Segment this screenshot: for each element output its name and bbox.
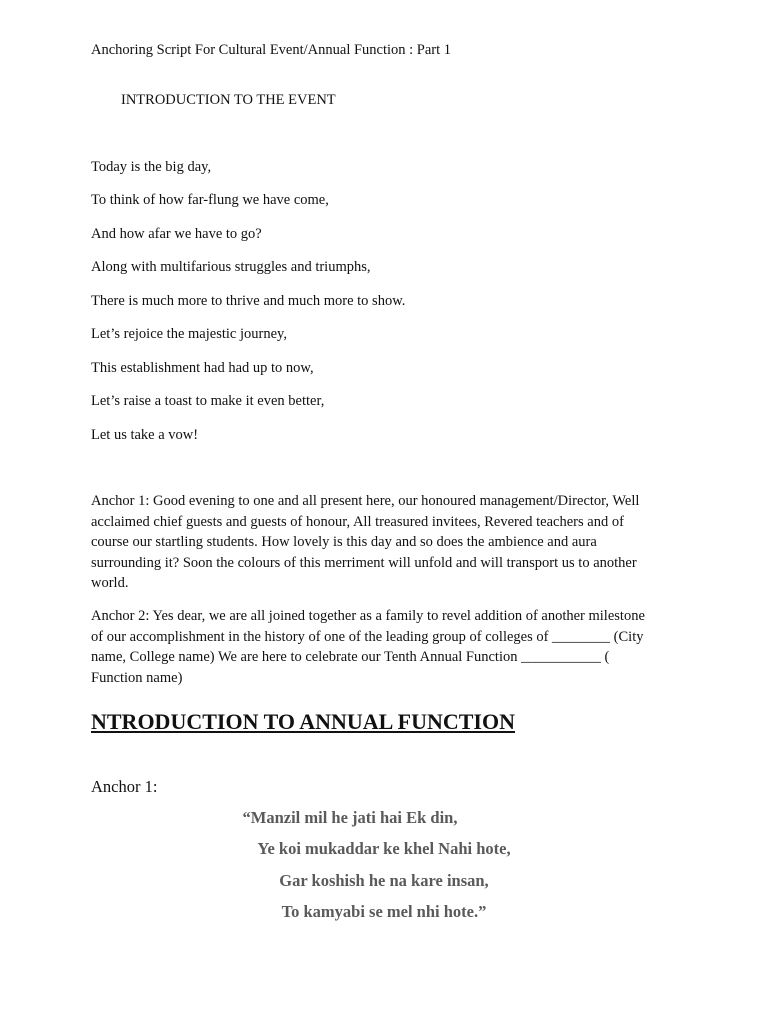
verse-line: There is much more to thrive and much more to show. — [91, 293, 406, 309]
poem-line: Gar koshish he na kare insan, — [279, 871, 489, 890]
anchor2-paragraph: Anchor 2: Yes dear, we are all joined together as a family to revel addition of another milestone of our accomplishment in the history of one of the leading group of colleges of ________ (City name, College name) We are here to celebrate our Tenth Annual Function ___________ ( Function name) — [91, 608, 645, 686]
verse-line: Let’s raise a toast to make it even better, — [91, 393, 325, 409]
verse-line: Let us take a vow! — [91, 427, 199, 443]
annual-function-heading: NTRODUCTION TO ANNUAL FUNCTION — [91, 709, 515, 734]
verse-line: Let’s rejoice the majestic journey, — [91, 326, 287, 342]
verse-line: This establishment had had up to now, — [91, 360, 314, 376]
poem-line: Ye koi mukaddar ke khel Nahi hote, — [257, 839, 511, 858]
poem-line: To kamyabi se mel nhi hote.” — [281, 902, 487, 921]
poem-line: “Manzil mil he jati hai Ek din, — [242, 808, 458, 827]
intro-heading: INTRODUCTION TO THE EVENT — [121, 92, 336, 108]
verse-line: Along with multifarious struggles and triumphs, — [91, 259, 371, 275]
document-header: Anchoring Script For Cultural Event/Annual Function : Part 1 — [91, 42, 452, 58]
verse-line: And how afar we have to go? — [91, 226, 262, 242]
anchor1-paragraph: Anchor 1: Good evening to one and all present here, our honoured management/Director, Well acclaimed chief guests and guests of honour, All treasured invitees, Revered teachers and of course our startling students. How lovely is this day and so does the ambience and aura surrounding it? Soon the colours of this merriment will unfold and will transport us to another world. — [91, 493, 640, 591]
verse-line: To think of how far-flung we have come, — [91, 192, 329, 208]
anchor1-label: Anchor 1: — [91, 777, 158, 796]
verse-line: Today is the big day, — [91, 159, 212, 175]
